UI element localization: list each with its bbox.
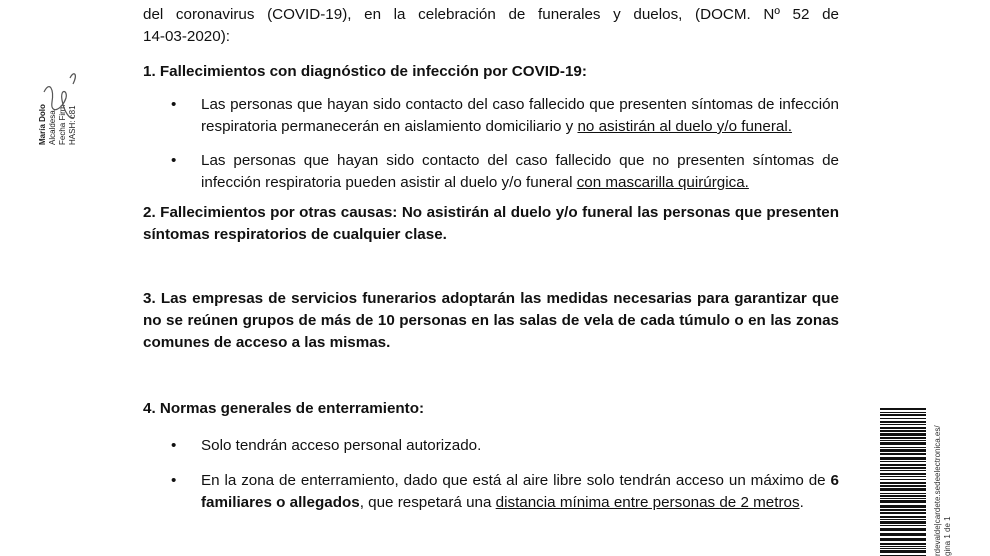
barcode-bar xyxy=(880,447,926,448)
bullet-text: Las personas que hayan sido contacto del caso fallecido que no presenten síntomas de infección respiratoria pueden asistir al duelo y/o funeral xyxy=(201,152,839,191)
signature-date-label: Fecha Firm xyxy=(58,104,67,145)
bullet-icon: • xyxy=(171,437,177,454)
barcode-bar xyxy=(880,476,926,477)
bullet-icon: • xyxy=(171,96,177,113)
barcode-bar xyxy=(880,442,926,445)
barcode-bar xyxy=(880,424,926,425)
barcode-bar xyxy=(880,548,926,549)
verification-text xyxy=(933,408,963,556)
list-item xyxy=(143,150,839,194)
bullet-text-end: . xyxy=(799,494,804,511)
barcode-bar xyxy=(880,467,926,469)
bullet-underlined-text: distancia mínima entre personas de 2 metros xyxy=(495,494,800,511)
verification-url: rdevalde|cardete.sedeelectronica.es/ xyxy=(933,425,942,556)
barcode-bar xyxy=(880,550,926,553)
bullet-text: En la zona de enterramiento, dado que está al aire libre solo tendrán acceso un máximo de xyxy=(201,472,831,489)
bullet-text: Las personas que hayan sido contacto del caso fallecido que presenten síntomas de infección respiratoria permanecerán en aislamiento domiciliario y xyxy=(201,96,839,135)
bullet-bold-text: 6 familiares o allegados xyxy=(201,472,839,511)
bullet-text-cont: , que respetará una xyxy=(359,494,496,511)
barcode-bar xyxy=(880,519,926,520)
barcode-bar xyxy=(880,453,926,455)
barcode-bar xyxy=(880,457,926,460)
handwritten-signature xyxy=(40,60,80,130)
section-4-heading: 4. Normas generales de enterramiento: xyxy=(143,400,425,417)
bullet-icon: • xyxy=(171,152,177,169)
barcode-bar xyxy=(880,430,926,432)
verification-barcode xyxy=(878,408,930,556)
intro-line-2: 14-03-2020): xyxy=(143,28,230,45)
list-item xyxy=(143,470,839,514)
barcode-bar xyxy=(880,437,926,439)
barcode-bar xyxy=(880,505,926,508)
signer-name: María Dolo xyxy=(38,104,47,145)
barcode-bar xyxy=(880,418,926,419)
barcode-bar xyxy=(880,473,926,475)
section-3-text: 3. Las empresas de servicios funerarios adoptarán las medidas necesarias para garantizar que no se reúnen grupos de más de 10 personas en las salas de vela de cada túmulo o en las zonas comunes de acceso a las mismas. xyxy=(143,290,839,351)
bullet-text: Solo tendrán acceso personal autorizado. xyxy=(201,437,482,454)
barcode-bar xyxy=(880,538,926,541)
barcode-bar xyxy=(880,440,926,441)
barcode-bar xyxy=(880,528,926,531)
barcode-bar xyxy=(880,495,926,497)
barcode-bar xyxy=(880,485,926,487)
bullet-icon: • xyxy=(171,472,177,489)
barcode-bar xyxy=(880,546,926,547)
document-body xyxy=(143,0,839,514)
barcode-bar xyxy=(880,500,926,503)
barcode-bar xyxy=(880,408,926,410)
bullet-underlined-text: con mascarilla quirúrgica. xyxy=(576,174,749,191)
barcode-bar xyxy=(880,412,926,413)
signer-role: Alcaldesa xyxy=(48,110,57,145)
barcode-bar xyxy=(880,461,926,462)
barcode-bar xyxy=(880,427,926,429)
barcode-bar xyxy=(880,414,926,416)
barcode-bar xyxy=(880,516,926,518)
barcode-bar xyxy=(880,525,926,526)
barcode-bar xyxy=(880,479,926,480)
barcode-bar xyxy=(880,464,926,466)
barcode-bar xyxy=(880,482,926,484)
bullet-underlined-text: no asistirán al duelo y/o funeral. xyxy=(577,118,792,135)
barcode-bar xyxy=(880,433,926,436)
barcode-bar xyxy=(880,488,926,491)
section-1-heading: 1. Fallecimientos con diagnóstico de infección por COVID-19: xyxy=(143,63,587,80)
list-item xyxy=(143,435,839,457)
barcode-bar xyxy=(880,521,926,524)
verification-page: gina 1 de 1 xyxy=(943,516,952,556)
signature-hash: HASH: c81 xyxy=(68,105,77,145)
barcode-bar xyxy=(880,449,926,452)
section-2-text: 2. Fallecimientos por otras causas: No asistirán al duelo y/o funeral las personas que presenten síntomas respiratorios de cualquier clase. xyxy=(143,204,839,243)
barcode-bar xyxy=(880,512,926,514)
intro-line-1: del coronavirus (COVID-19), en la celebración de funerales y duelos, (DOCM. Nº 52 de xyxy=(143,6,839,23)
barcode-bar xyxy=(880,533,926,536)
barcode-bar xyxy=(880,493,926,494)
barcode-bar xyxy=(880,421,926,423)
barcode-bar xyxy=(880,470,926,471)
barcode-bar xyxy=(880,498,926,499)
barcode-bar xyxy=(880,543,926,545)
barcode-bar xyxy=(880,509,926,511)
list-item xyxy=(143,94,839,138)
